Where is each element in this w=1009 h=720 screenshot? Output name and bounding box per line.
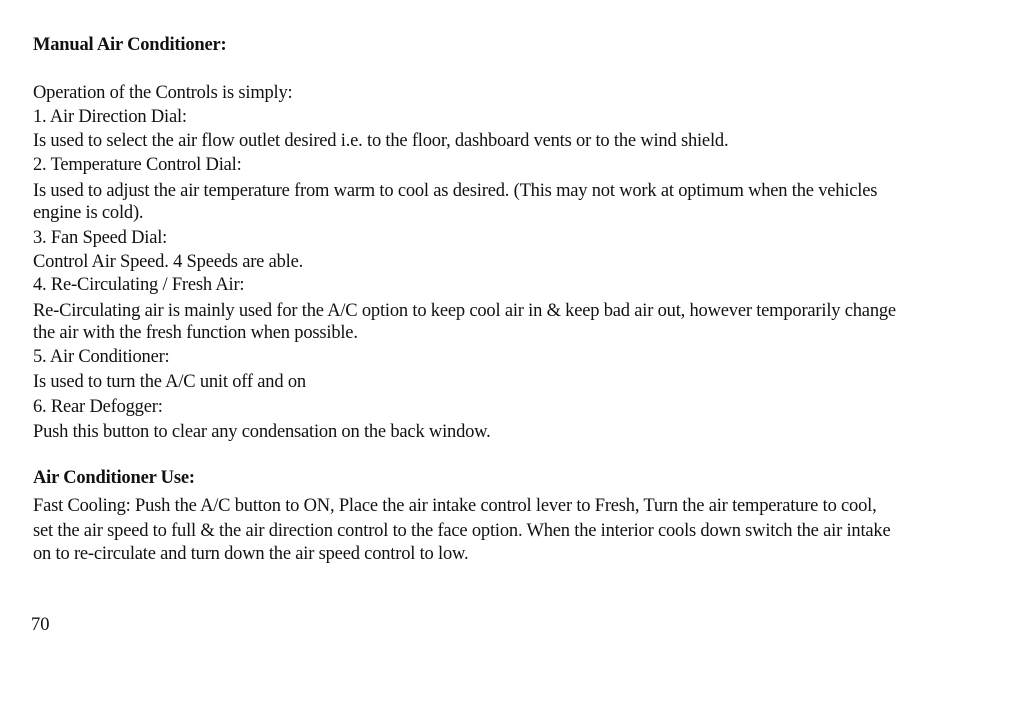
item-desc-temperature-1: Is used to adjust the air temperature from warm to cool as desired. (This may not work at optimum when the vehicles	[33, 181, 878, 201]
item-desc-rear-defogger: Push this button to clear any condensation on the back window.	[33, 422, 491, 442]
item-title-air-conditioner: 5. Air Conditioner:	[33, 347, 170, 367]
item-desc-air-conditioner: Is used to turn the A/C unit off and on	[33, 372, 306, 392]
item-title-air-direction: 1. Air Direction Dial:	[33, 107, 187, 127]
item-title-fan-speed: 3. Fan Speed Dial:	[33, 228, 168, 248]
ac-use-line-1: Fast Cooling: Push the A/C button to ON, Place the air intake control lever to Fresh, Turn the air temperature to cool,	[33, 496, 877, 516]
item-desc-recirculating-2: the air with the fresh function when possible.	[33, 323, 358, 343]
ac-use-line-3: on to re-circulate and turn down the air speed control to low.	[33, 544, 469, 564]
intro-text: Operation of the Controls is simply:	[33, 83, 293, 103]
item-title-recirculating: 4. Re-Circulating / Fresh Air:	[33, 275, 245, 295]
item-title-rear-defogger: 6. Rear Defogger:	[33, 397, 163, 417]
section-heading-ac-use: Air Conditioner Use:	[33, 468, 195, 488]
item-title-temperature: 2. Temperature Control Dial:	[33, 155, 242, 175]
page-number: 70	[31, 615, 50, 635]
item-desc-air-direction: Is used to select the air flow outlet desired i.e. to the floor, dashboard vents or to the wind shield.	[33, 131, 729, 151]
section-heading-manual-ac: Manual Air Conditioner:	[33, 35, 227, 55]
item-desc-temperature-2: engine is cold).	[33, 203, 144, 223]
ac-use-line-2: set the air speed to full & the air direction control to the face option. When the interior cools down switch the air intake	[33, 521, 891, 541]
item-desc-fan-speed: Control Air Speed. 4 Speeds are able.	[33, 252, 304, 272]
item-desc-recirculating-1: Re-Circulating air is mainly used for the A/C option to keep cool air in & keep bad air out, however temporarily change	[33, 301, 896, 321]
